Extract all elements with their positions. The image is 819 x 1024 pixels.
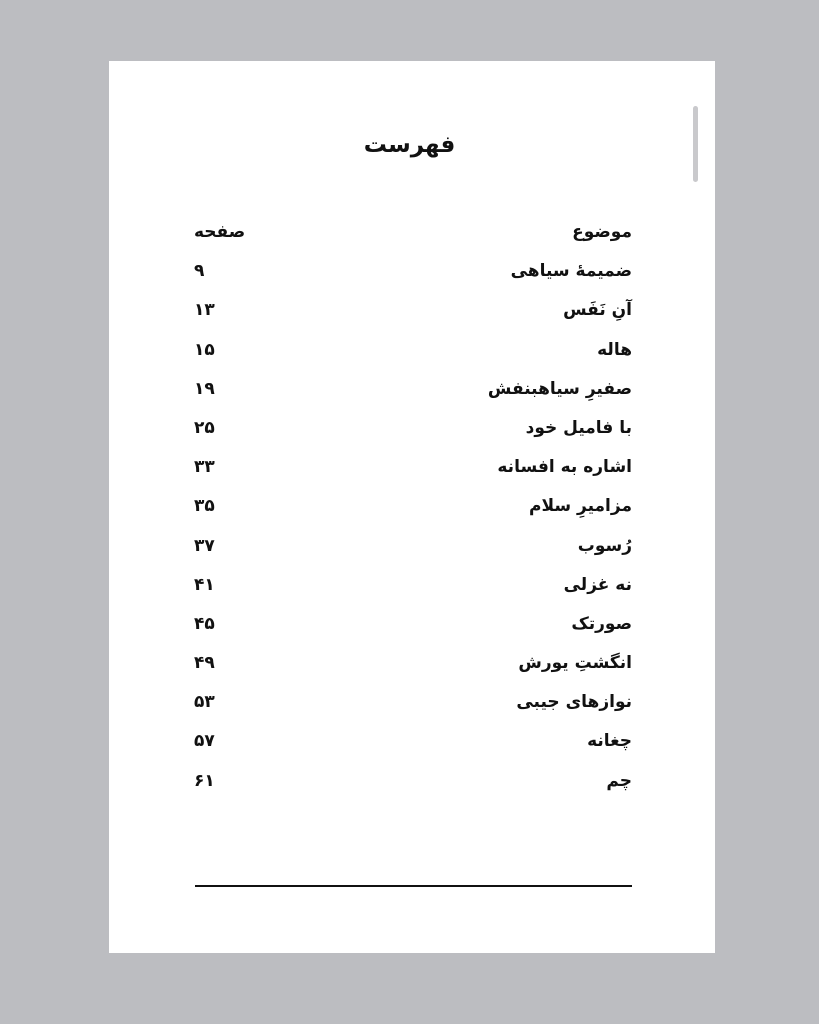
footer-divider	[195, 885, 632, 887]
toc-topic: مزامیرِ سلام	[529, 496, 632, 517]
toc-topic: با فامیل خود	[525, 417, 632, 438]
toc-topic: ضمیمهٔ سیاهی	[510, 261, 632, 282]
toc-topic: نوازهای جیبی	[516, 692, 632, 713]
toc-row	[190, 453, 636, 492]
toc-row	[190, 375, 636, 414]
page-column-header: صفحه	[194, 222, 246, 242]
toc-page-number: ۴۵	[194, 613, 215, 634]
page-title: فهرست	[363, 132, 456, 158]
toc-page-number: ۳۷	[194, 535, 215, 556]
toc-topic: انگشتِ یورش	[518, 653, 632, 674]
toc-row	[190, 336, 636, 375]
toc-row	[190, 767, 636, 806]
toc-topic: نه غزلی	[563, 574, 632, 595]
toc-topic: رُسوب	[577, 535, 632, 556]
toc-row	[190, 532, 636, 571]
toc-page-number: ۱۹	[194, 378, 215, 399]
toc-topic: صورتک	[571, 613, 632, 634]
toc-page-number: ۳۳	[194, 457, 215, 478]
toc-page-number: ۴۱	[194, 574, 215, 595]
toc-row	[190, 610, 636, 649]
toc-row	[190, 727, 636, 766]
toc-row	[190, 571, 636, 610]
toc-header-row	[190, 218, 636, 257]
toc-topic: چغانه	[587, 731, 632, 752]
toc-row	[190, 414, 636, 453]
toc-topic: آنِ نَفَس	[563, 300, 632, 321]
toc-topic: چم	[606, 770, 632, 791]
toc-row	[190, 296, 636, 335]
toc-page-number: ۱۵	[194, 339, 215, 360]
toc-page-number: ۱۳	[194, 300, 215, 321]
toc-topic: صفیرِ سیاهبنفش	[487, 378, 632, 399]
toc-row	[190, 649, 636, 688]
toc-page-number: ۲۵	[194, 417, 215, 438]
table-of-contents	[190, 218, 636, 806]
toc-page-number: ۶۱	[194, 770, 215, 791]
toc-row	[190, 688, 636, 727]
toc-topic: اشاره به افسانه	[497, 457, 632, 478]
toc-page-number: ۹	[194, 261, 205, 282]
toc-topic: هاله	[597, 339, 632, 360]
toc-page-number: ۵۷	[194, 731, 215, 752]
toc-page-number: ۴۹	[194, 653, 215, 674]
topic-column-header: موضوع	[572, 222, 632, 242]
toc-row	[190, 257, 636, 296]
toc-page-number: ۵۳	[194, 692, 215, 713]
toc-page-number: ۳۵	[194, 496, 215, 517]
toc-row	[190, 492, 636, 531]
